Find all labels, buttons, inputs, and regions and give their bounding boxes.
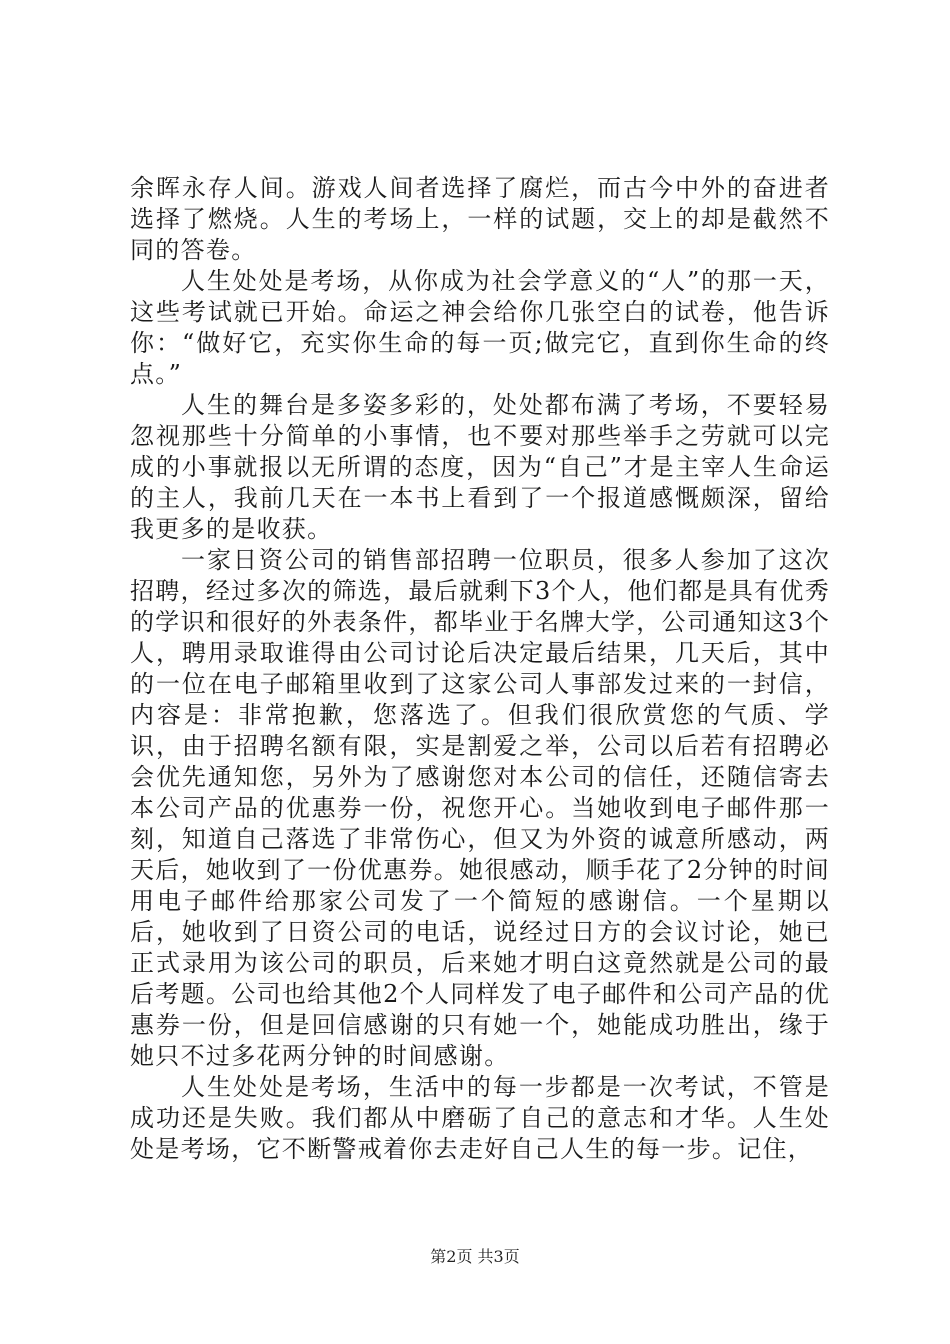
page-number-footer: 第2页 共3页 bbox=[430, 1247, 520, 1266]
paragraph-4: 一家日资公司的销售部招聘一位职员，很多人参加了这次招聘，经过多次的筛选，最后就剩下3个人，他们都是具有优秀的学识和很好的外表条件，都毕业于名牌大学，公司通知这3个人，聘用录取谁得由公司讨论后决定最后结果，几天后，其中的一位在电子邮箱里收到了这家公司人事部发过来的一封信，内容是：非常抱歉，您落选了。但我们很欣赏您的气质、学识，由于招聘名额有限，实是割爱之举，公司以后若有招聘必会优先通知您，另外为了感谢您对本公司的信任，还随信寄去本公司产品的优惠券一份，祝您开心。当她收到电子邮件那一刻，知道自己落选了非常伤心，但又为外资的诚意所感动，两天后，她收到了一份优惠券。她很感动，顺手花了2分钟的时间用电子邮件给那家公司发了一个简短的感谢信。一个星期以后，她收到了日资公司的电话，说经过日方的会议讨论，她已正式录用为该公司的职员，后来她才明白这竟然就是公司的最后考题。公司也给其他2个人同样发了电子邮件和公司产品的优惠券一份，但是回信感谢的只有她一个，她能成功胜出，缘于她只不过多花两分钟的时间感谢。 bbox=[130, 546, 830, 1070]
paragraph-1: 余晖永存人间。游戏人间者选择了腐烂，而古今中外的奋进者选择了燃烧。人生的考场上，一样的试题，交上的却是截然不同的答卷。 bbox=[130, 174, 830, 264]
paragraph-5: 人生处处是考场，生活中的每一步都是一次考试，不管是成功还是失败。我们都从中磨砺了自己的意志和才华。人生处处是考场，它不断警戒着你去走好自己人生的每一步。记住， bbox=[130, 1073, 830, 1163]
document-body bbox=[130, 173, 830, 1165]
paragraph-2: 人生处处是考场，从你成为社会学意义的“人”的那一天，这些考试就已开始。命运之神会给你几张空白的试卷，他告诉你：“做好它，充实你生命的每一页;做完它，直到你生命的终点。” bbox=[130, 267, 830, 388]
paragraph-3: 人生的舞台是多姿多彩的，处处都布满了考场，不要轻易忽视那些十分简单的小事情，也不要对那些举手之劳就可以完成的小事就报以无所谓的态度，因为“自己”才是主宰人生命运的主人，我前几天在一本书上看到了一个报道感慨颇深，留给我更多的是收获。 bbox=[130, 391, 830, 543]
